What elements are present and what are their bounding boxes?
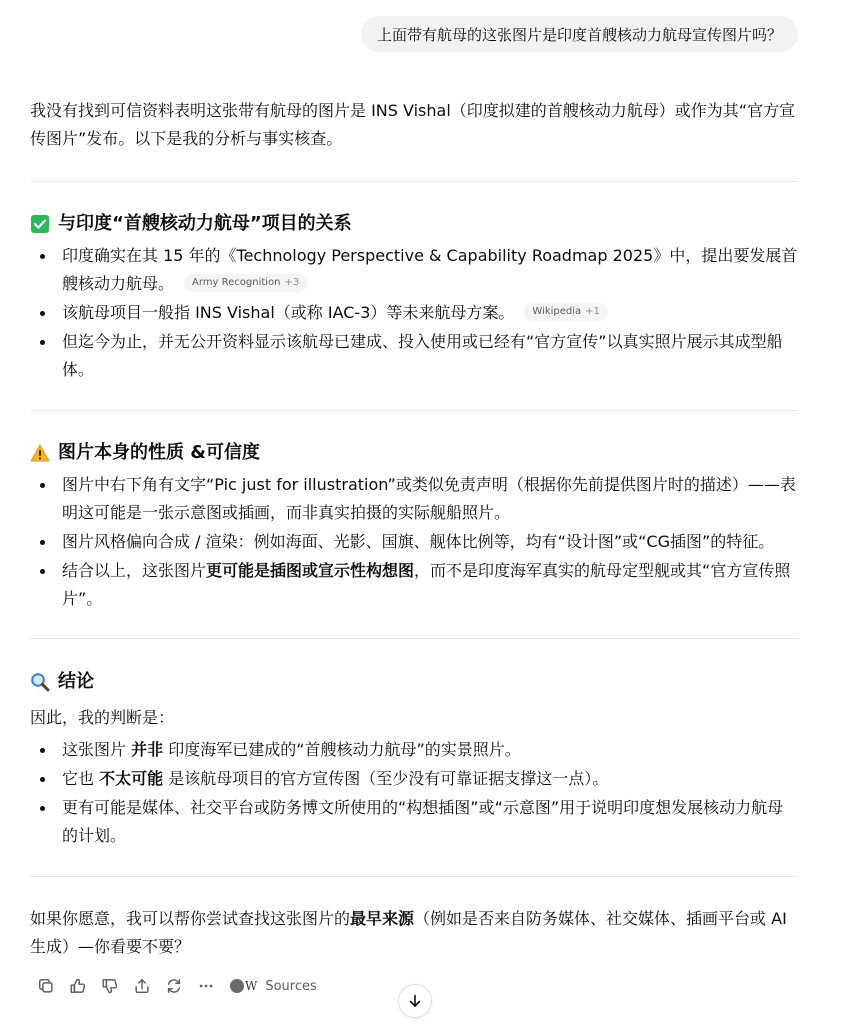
- list-item-bold: 不太可能: [99, 769, 164, 788]
- divider: [30, 181, 798, 182]
- section-title: 结论: [58, 671, 94, 692]
- section-heading-conclusion: [30, 668, 94, 696]
- list-item: [30, 794, 798, 850]
- list-item-bold: 并非: [131, 740, 164, 759]
- section1-list: [30, 242, 798, 385]
- list-item: [30, 299, 798, 327]
- closing-text: 如果你愿意，我可以帮你尝试查找这张图片的: [30, 909, 351, 928]
- conclusion-lead: 因此，我的判断是：: [30, 708, 175, 727]
- source-chip[interactable]: [184, 274, 307, 292]
- check-box-icon: [30, 214, 50, 234]
- user-message-bubble: [361, 16, 798, 52]
- chip-label: Army Recognition: [192, 276, 281, 288]
- sources-favicons: [230, 979, 257, 993]
- list-item-text: 结合以上，这张图片: [62, 561, 207, 580]
- divider: [30, 410, 798, 411]
- list-item-bold: 更可能是插图或宣示性构想图: [206, 561, 415, 580]
- list-item-text: 该航母项目一般指 INS Vishal（或称 IAC-3）等未来航母方案。: [62, 303, 515, 322]
- globe-icon: [230, 979, 244, 993]
- divider: [30, 876, 798, 877]
- list-item: [30, 471, 798, 527]
- list-item: [30, 242, 798, 298]
- list-item-text: ，而不是印度海军真实的航母定型舰或其“官方宣传照片”。: [62, 561, 791, 608]
- list-item: [30, 736, 798, 764]
- scroll-down-button[interactable]: [398, 984, 432, 1018]
- list-item: [30, 557, 798, 613]
- list-item-text: 是该航母项目的官方宣传图（至少没有可靠证据支撑这一点）。: [163, 769, 609, 788]
- list-item: [30, 528, 798, 556]
- divider: [30, 638, 798, 639]
- list-item-text: 印度确实在其 15 年的《Technology Perspective & Capability Roadmap 2025》中，提出要发展首艘核动力航母。: [62, 246, 798, 293]
- chip-count: +1: [585, 305, 600, 317]
- closing-bold: 最早来源: [350, 909, 415, 928]
- list-item-text: 印度海军已建成的“首艘核动力航母”的实景照片。: [163, 740, 521, 759]
- section-heading-nature: [30, 439, 260, 467]
- section2-list: [30, 471, 798, 614]
- list-item-text: 但迄今为止，并无公开资料显示该航母已建成、投入使用或已经有“官方宣传”以真实照片展示其成型船体。: [62, 332, 783, 379]
- list-item-text: 它也: [62, 769, 100, 788]
- thumbs-down-icon[interactable]: [94, 974, 126, 998]
- message-action-bar: [30, 974, 317, 998]
- sources-button[interactable]: [230, 979, 317, 994]
- list-item: [30, 328, 798, 384]
- section-heading-relation: [30, 210, 352, 238]
- intro-paragraph: 我没有找到可信资料表明这张带有航母的图片是 INS Vishal（印度拟建的首艘核动力航母）或作为其“官方宣传图片”发布。以下是我的分析与事实核查。: [30, 101, 796, 148]
- closing-paragraph: [30, 905, 798, 961]
- section-title: 图片本身的性质 &可信度: [58, 442, 260, 463]
- user-message-text: 上面带有航母的这张图片是印度首艘核动力航母宣传图片吗？: [376, 25, 782, 44]
- chip-count: +3: [284, 276, 300, 288]
- source-chip[interactable]: [524, 303, 608, 321]
- sources-label: Sources: [265, 978, 317, 994]
- list-item-text: 更有可能是媒体、社交平台或防务博文所使用的“构想插图”或“示意图”用于说明印度想发展核动力航母的计划。: [62, 798, 784, 845]
- list-item: [30, 765, 798, 793]
- share-icon[interactable]: [126, 974, 158, 998]
- thumbs-up-icon[interactable]: [62, 974, 94, 998]
- list-item-text: 图片风格偏向合成 / 渲染：例如海面、光影、国旗、舰体比例等，均有“设计图”或“CG插图”的特征。: [62, 532, 775, 551]
- copy-icon[interactable]: [30, 974, 62, 998]
- chip-label: Wikipedia: [532, 305, 582, 317]
- arrow-down-icon: [407, 993, 423, 1009]
- wikipedia-icon: W: [245, 979, 258, 993]
- section-title: 与印度“首艘核动力航母”项目的关系: [58, 213, 352, 234]
- magnifier-icon: [30, 672, 50, 692]
- closing-text: （例如是否来自防务媒体、社交媒体、插画平台或 AI 生成）—你看要不要？: [30, 909, 787, 956]
- more-icon[interactable]: [190, 974, 222, 998]
- warning-icon: [30, 443, 50, 463]
- regenerate-icon[interactable]: [158, 974, 190, 998]
- section3-list: [30, 736, 798, 851]
- list-item-text: 图片中右下角有文字“Pic just for illustration”或类似免责声明（根据你先前提供图片时的描述）——表明这可能是一张示意图或插画，而非真实拍摄的实际舰船照片。: [62, 475, 796, 522]
- list-item-text: 这张图片: [62, 740, 132, 759]
